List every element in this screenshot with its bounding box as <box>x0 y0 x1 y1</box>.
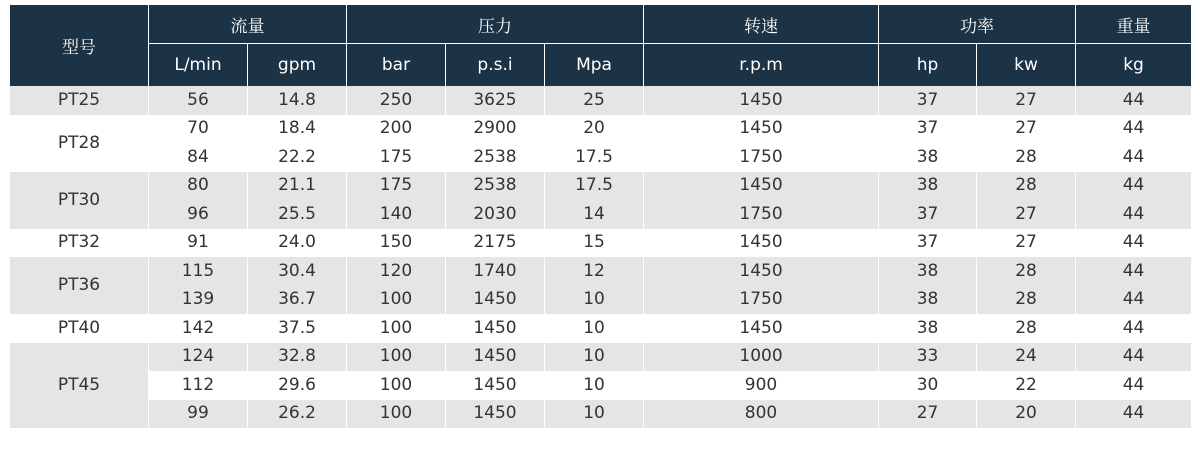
cell-kg: 44 <box>1076 371 1192 400</box>
table-row <box>10 400 1192 429</box>
cell-hp: 37 <box>879 86 977 115</box>
cell-bar: 100 <box>347 371 446 400</box>
cell-psi: 1740 <box>446 257 545 286</box>
cell-lmin: 115 <box>149 257 248 286</box>
cell-bar: 140 <box>347 200 446 229</box>
cell-bar: 175 <box>347 143 446 172</box>
model-cell: PT36 <box>10 257 149 314</box>
cell-kg: 44 <box>1076 229 1192 258</box>
cell-mpa: 10 <box>545 371 644 400</box>
cell-hp: 38 <box>879 143 977 172</box>
cell-kw: 24 <box>977 343 1076 372</box>
cell-psi: 2538 <box>446 143 545 172</box>
cell-rpm: 800 <box>644 400 879 429</box>
unit-rpm: r.p.m <box>644 44 879 87</box>
cell-gpm: 24.0 <box>248 229 347 258</box>
model-cell: PT32 <box>10 229 149 258</box>
cell-kw: 27 <box>977 229 1076 258</box>
cell-mpa: 17.5 <box>545 143 644 172</box>
pump-spec-table <box>9 5 1192 428</box>
cell-rpm: 1450 <box>644 229 879 258</box>
header-model: 型号 <box>10 5 149 86</box>
header-speed: 转速 <box>644 5 879 44</box>
cell-kg: 44 <box>1076 200 1192 229</box>
cell-kw: 27 <box>977 115 1076 144</box>
cell-psi: 2900 <box>446 115 545 144</box>
cell-psi: 1450 <box>446 371 545 400</box>
cell-kg: 44 <box>1076 286 1192 315</box>
table-header <box>10 5 1192 86</box>
cell-hp: 38 <box>879 172 977 201</box>
cell-kg: 44 <box>1076 86 1192 115</box>
cell-lmin: 91 <box>149 229 248 258</box>
unit-psi: p.s.i <box>446 44 545 87</box>
unit-hp: hp <box>879 44 977 87</box>
cell-mpa: 10 <box>545 314 644 343</box>
cell-rpm: 1450 <box>644 172 879 201</box>
header-weight: 重量 <box>1076 5 1192 44</box>
cell-kw: 28 <box>977 257 1076 286</box>
cell-rpm: 1450 <box>644 86 879 115</box>
cell-lmin: 84 <box>149 143 248 172</box>
cell-mpa: 17.5 <box>545 172 644 201</box>
cell-hp: 30 <box>879 371 977 400</box>
cell-lmin: 99 <box>149 400 248 429</box>
cell-bar: 175 <box>347 172 446 201</box>
unit-kg: kg <box>1076 44 1192 87</box>
cell-kg: 44 <box>1076 115 1192 144</box>
cell-mpa: 10 <box>545 343 644 372</box>
table-row <box>10 371 1192 400</box>
cell-gpm: 30.4 <box>248 257 347 286</box>
cell-kw: 27 <box>977 86 1076 115</box>
cell-mpa: 25 <box>545 86 644 115</box>
cell-gpm: 37.5 <box>248 314 347 343</box>
cell-gpm: 21.1 <box>248 172 347 201</box>
cell-rpm: 900 <box>644 371 879 400</box>
cell-lmin: 142 <box>149 314 248 343</box>
cell-lmin: 80 <box>149 172 248 201</box>
cell-hp: 37 <box>879 115 977 144</box>
cell-hp: 38 <box>879 257 977 286</box>
cell-rpm: 1750 <box>644 200 879 229</box>
cell-lmin: 96 <box>149 200 248 229</box>
cell-gpm: 36.7 <box>248 286 347 315</box>
table-row <box>10 314 1192 343</box>
cell-mpa: 12 <box>545 257 644 286</box>
cell-kg: 44 <box>1076 143 1192 172</box>
cell-hp: 38 <box>879 286 977 315</box>
cell-gpm: 29.6 <box>248 371 347 400</box>
cell-hp: 38 <box>879 314 977 343</box>
cell-psi: 2030 <box>446 200 545 229</box>
cell-mpa: 20 <box>545 115 644 144</box>
cell-lmin: 56 <box>149 86 248 115</box>
cell-psi: 2175 <box>446 229 545 258</box>
cell-kg: 44 <box>1076 343 1192 372</box>
cell-gpm: 22.2 <box>248 143 347 172</box>
cell-mpa: 10 <box>545 286 644 315</box>
cell-bar: 100 <box>347 400 446 429</box>
unit-mpa: Mpa <box>545 44 644 87</box>
table-row <box>10 86 1192 115</box>
table-row <box>10 229 1192 258</box>
table-row <box>10 286 1192 315</box>
cell-kw: 28 <box>977 143 1076 172</box>
cell-kg: 44 <box>1076 257 1192 286</box>
cell-gpm: 26.2 <box>248 400 347 429</box>
table-row <box>10 343 1192 372</box>
table-row <box>10 172 1192 201</box>
model-cell: PT30 <box>10 172 149 229</box>
cell-kw: 28 <box>977 286 1076 315</box>
cell-bar: 250 <box>347 86 446 115</box>
cell-kw: 28 <box>977 172 1076 201</box>
cell-bar: 100 <box>347 343 446 372</box>
table-row <box>10 143 1192 172</box>
cell-rpm: 1450 <box>644 257 879 286</box>
cell-psi: 1450 <box>446 286 545 315</box>
cell-mpa: 15 <box>545 229 644 258</box>
cell-rpm: 1750 <box>644 286 879 315</box>
cell-lmin: 124 <box>149 343 248 372</box>
cell-hp: 37 <box>879 200 977 229</box>
cell-rpm: 1450 <box>644 115 879 144</box>
cell-gpm: 18.4 <box>248 115 347 144</box>
table-body <box>10 86 1192 428</box>
cell-lmin: 139 <box>149 286 248 315</box>
cell-rpm: 1000 <box>644 343 879 372</box>
cell-kw: 22 <box>977 371 1076 400</box>
unit-lmin: L/min <box>149 44 248 87</box>
header-power: 功率 <box>879 5 1076 44</box>
cell-hp: 33 <box>879 343 977 372</box>
cell-mpa: 14 <box>545 200 644 229</box>
cell-bar: 150 <box>347 229 446 258</box>
unit-kw: kw <box>977 44 1076 87</box>
cell-gpm: 25.5 <box>248 200 347 229</box>
cell-lmin: 112 <box>149 371 248 400</box>
cell-psi: 1450 <box>446 343 545 372</box>
cell-bar: 120 <box>347 257 446 286</box>
cell-psi: 2538 <box>446 172 545 201</box>
cell-hp: 27 <box>879 400 977 429</box>
cell-kg: 44 <box>1076 314 1192 343</box>
cell-kg: 44 <box>1076 172 1192 201</box>
cell-psi: 1450 <box>446 400 545 429</box>
table-row <box>10 115 1192 144</box>
cell-bar: 100 <box>347 314 446 343</box>
unit-bar: bar <box>347 44 446 87</box>
cell-bar: 100 <box>347 286 446 315</box>
model-cell: PT25 <box>10 86 149 115</box>
cell-lmin: 70 <box>149 115 248 144</box>
cell-kw: 27 <box>977 200 1076 229</box>
unit-gpm: gpm <box>248 44 347 87</box>
cell-gpm: 14.8 <box>248 86 347 115</box>
table-row <box>10 200 1192 229</box>
cell-hp: 37 <box>879 229 977 258</box>
cell-psi: 3625 <box>446 86 545 115</box>
model-cell: PT28 <box>10 115 149 172</box>
cell-bar: 200 <box>347 115 446 144</box>
header-pressure: 压力 <box>347 5 644 44</box>
model-cell: PT40 <box>10 314 149 343</box>
cell-kg: 44 <box>1076 400 1192 429</box>
cell-kw: 28 <box>977 314 1076 343</box>
table-row <box>10 257 1192 286</box>
cell-kw: 20 <box>977 400 1076 429</box>
header-flow: 流量 <box>149 5 347 44</box>
model-cell: PT45 <box>10 343 149 429</box>
cell-mpa: 10 <box>545 400 644 429</box>
cell-gpm: 32.8 <box>248 343 347 372</box>
cell-psi: 1450 <box>446 314 545 343</box>
cell-rpm: 1450 <box>644 314 879 343</box>
cell-rpm: 1750 <box>644 143 879 172</box>
